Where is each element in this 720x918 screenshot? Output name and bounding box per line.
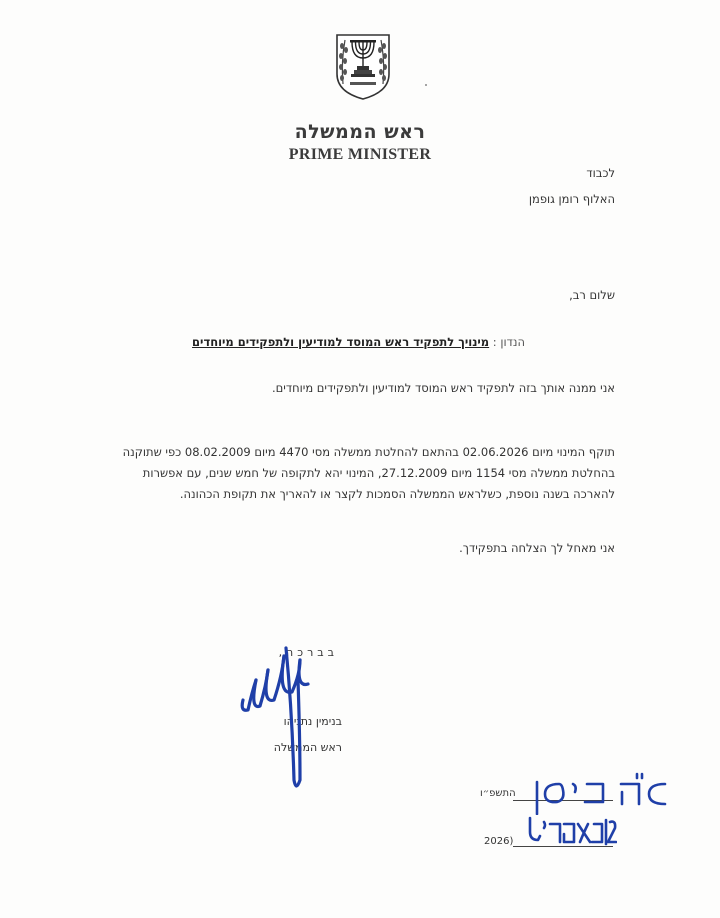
subject-text: מינויך לתפקיד ראש המוסד למודיעין ולתפקידים מיוחדים [192, 335, 490, 349]
state-emblem-menorah-icon [333, 32, 393, 102]
greeting: שלום רב, [569, 288, 615, 302]
office-title-english: PRIME MINISTER [288, 146, 432, 163]
signer-name: בנימין נתניהו [283, 715, 342, 728]
scan-speck [425, 84, 427, 86]
handwritten-signature-icon [238, 640, 318, 795]
appointment-sentence: אני ממנה אותך בזה לתפקיד ראש המוסד למודיעין ולתפקידים מיוחדים. [271, 381, 615, 395]
terms-paragraph [122, 442, 615, 505]
handwritten-hebrew-date [515, 770, 675, 815]
closing-wish: אני מאחל לך הצלחה בתפקידך. [459, 541, 615, 555]
terms-line: להארכה בשנה נוספת, כשלראש הממשלה הסמכות לקצר או להאריך את תקופת הכהונה. [179, 487, 615, 501]
gregorian-year-label: (2026 [484, 836, 514, 847]
blessing: בברכה, [278, 646, 338, 659]
subject-label: הנדון : [492, 335, 525, 349]
signer-title: ראש הממשלה [273, 741, 342, 754]
terms-line: תוקף המינוי מיום 02.06.2026 בהתאם להחלטת ממשלה מסי 4470 מיום 08.02.2009 כפי שתוקנה [122, 445, 615, 459]
salutation-to: לכבוד [586, 166, 615, 180]
hebrew-year-label: התשפ״ו [480, 788, 516, 799]
subject-line [192, 335, 525, 349]
recipient-name: האלוף רומן גופמן [528, 192, 615, 206]
office-title-hebrew: ראש הממשלה [294, 121, 426, 143]
handwritten-gregorian-date [522, 812, 617, 852]
terms-line: בהחלטת ממשלה מסי 1154 מיום 27.12.2009, המינוי יהא לתקופה של חמש שנים, עם אפשרות [142, 466, 615, 480]
